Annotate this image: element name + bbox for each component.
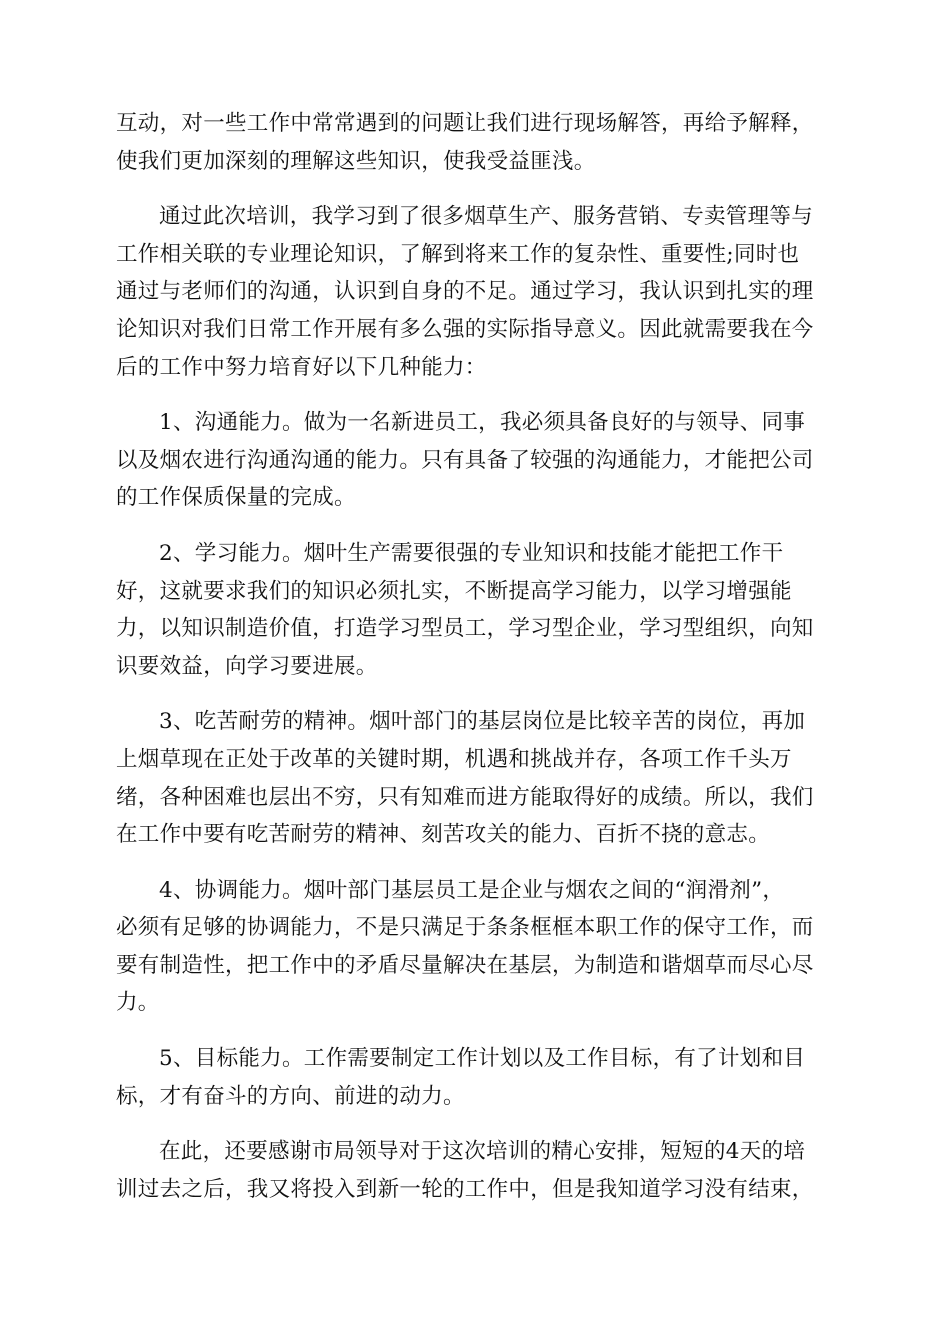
text-line: 在此，还要感谢市局领导对于这次培训的精心安排，短短的4天的培 [159, 1139, 806, 1165]
text-line: 通过此次培训，我学习到了很多烟草生产、服务营销、专卖管理等与 [159, 204, 814, 230]
text-line: 标，才有奋斗的方向、前进的动力。 [116, 1083, 465, 1109]
text-line: 绪，各种困难也层出不穷，只有知难而进方能取得好的成绩。所以，我们 [116, 784, 814, 810]
paragraph-1 [116, 105, 836, 180]
text-line: 上烟草现在正处于改革的关键时期，机遇和挑战并存，各项工作千头万 [116, 746, 792, 772]
paragraph-2 [116, 198, 836, 386]
text-line: 2、学习能力。烟叶生产需要很强的专业知识和技能才能把工作干 [159, 540, 784, 566]
text-line: 1、沟通能力。做为一名新进员工，我必须具备良好的与领导、同事 [159, 410, 806, 436]
text-line: 5、目标能力。工作需要制定工作计划以及工作目标，有了计划和目 [159, 1046, 806, 1072]
paragraph-7 [116, 1040, 836, 1115]
text-line: 必须有足够的协调能力，不是只满足于条条框框本职工作的保守工作，而 [116, 915, 814, 941]
text-line: 在工作中要有吃苦耐劳的精神、刻苦攻关的能力、百折不挠的意志。 [116, 822, 771, 848]
text-line: 的工作保质保量的完成。 [116, 485, 356, 511]
paragraph-3 [116, 404, 836, 517]
text-line: 工作相关联的专业理论知识，了解到将来工作的复杂性、重要性;同时也 [116, 241, 800, 267]
text-line: 要有制造性，把工作中的矛盾尽量解决在基层，为制造和谐烟草而尽心尽 [116, 952, 814, 978]
text-line: 后的工作中努力培育好以下几种能力： [116, 354, 487, 380]
text-line: 训过去之后，我又将投入到新一轮的工作中，但是我知道学习没有结束， [116, 1176, 814, 1202]
paragraph-4 [116, 535, 836, 685]
text-line: 力。 [116, 990, 160, 1016]
paragraph-8 [116, 1133, 836, 1208]
text-line: 使我们更加深刻的理解这些知识，使我受益匪浅。 [116, 148, 596, 174]
text-line: 好，这就要求我们的知识必须扎实，不断提高学习能力，以学习增强能 [116, 578, 792, 604]
text-line: 3、吃苦耐劳的精神。烟叶部门的基层岗位是比较辛苦的岗位，再加 [159, 709, 806, 735]
text-line: 论知识对我们日常工作开展有多么强的实际指导意义。因此就需要我在今 [116, 316, 814, 342]
paragraph-5 [116, 703, 836, 853]
text-line: 互动，对一些工作中常常遇到的问题让我们进行现场解答，再给予解释， [116, 111, 814, 136]
text-line: 以及烟农进行沟通沟通的能力。只有具备了较强的沟通能力，才能把公司 [116, 447, 814, 473]
document-body [116, 105, 836, 1226]
text-line: 通过与老师们的沟通，认识到自身的不足。通过学习，我认识到扎实的理 [116, 279, 814, 305]
text-line: 识要效益，向学习要进展。 [116, 653, 378, 679]
paragraph-6 [116, 872, 836, 1022]
text-line: 力，以知识制造价值，打造学习型员工，学习型企业，学习型组织，向知 [116, 616, 814, 642]
text-line: 4、协调能力。烟叶部门基层员工是企业与烟农之间的“润滑剂”， [159, 877, 785, 903]
